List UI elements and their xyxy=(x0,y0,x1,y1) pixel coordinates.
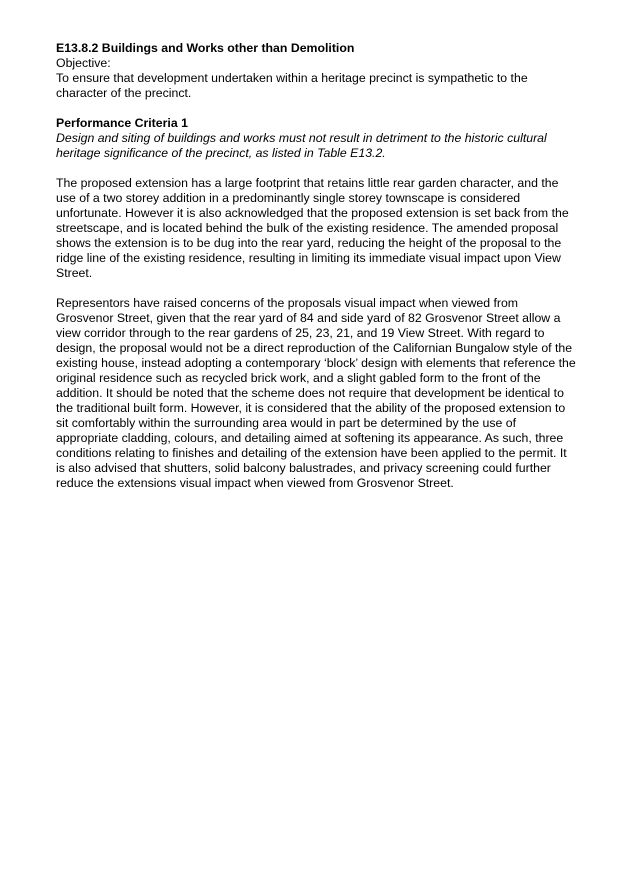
spacer xyxy=(56,161,576,176)
spacer xyxy=(56,101,576,116)
body-paragraph-1: The proposed extension has a large footprint that retains little rear garden character, and the use of a two storey addition in a predominantly single storey townscape is considered unfortunate. However it is also acknowledged that the proposed extension is set back from the streetscape, and is located behind the bulk of the existing residence. The amended proposal shows the extension is to be dug into the rear yard, reducing the height of the proposal to the ridge line of the existing residence, resulting in limiting its immediate visual impact upon View Street. xyxy=(56,176,569,280)
criteria-text: Design and siting of buildings and works must not result in detriment to the historic cultural heritage significance of the precinct, as listed in Table E13.2. xyxy=(56,131,547,160)
section-heading: E13.8.2 Buildings and Works other than Demolition xyxy=(56,41,355,55)
spacer xyxy=(56,281,576,296)
objective-text: To ensure that development undertaken within a heritage precinct is sympathetic to the character of the precinct. xyxy=(56,71,528,100)
objective-label: Objective: xyxy=(56,56,111,70)
document-page xyxy=(56,41,576,491)
body-paragraph-2: Representors have raised concerns of the proposals visual impact when viewed from Grosvenor Street, given that the rear yard of 84 and side yard of 82 Grosvenor Street allow a view corridor through to the rear gardens of 25, 23, 21, and 19 View Street. With regard to design, the proposal would not be a direct reproduction of the Californian Bungalow style of the existing house, instead adopting a contemporary ‘block’ design with elements that reference the original residence such as recycled brick work, and a slight gabled form to the front of the addition. It should be noted that the scheme does not require that development be identical to the traditional built form. However, it is considered that the ability of the proposed extension to sit comfortably within the surrounding area would in part be determined by the use of appropriate cladding, colours, and detailing aimed at softening its appearance. As such, three conditions relating to finishes and detailing of the extension have been applied to the permit. It is also advised that shutters, solid balcony balustrades, and privacy screening could further reduce the extensions visual impact when viewed from Grosvenor Street. xyxy=(56,296,576,490)
criteria-heading: Performance Criteria 1 xyxy=(56,116,188,130)
